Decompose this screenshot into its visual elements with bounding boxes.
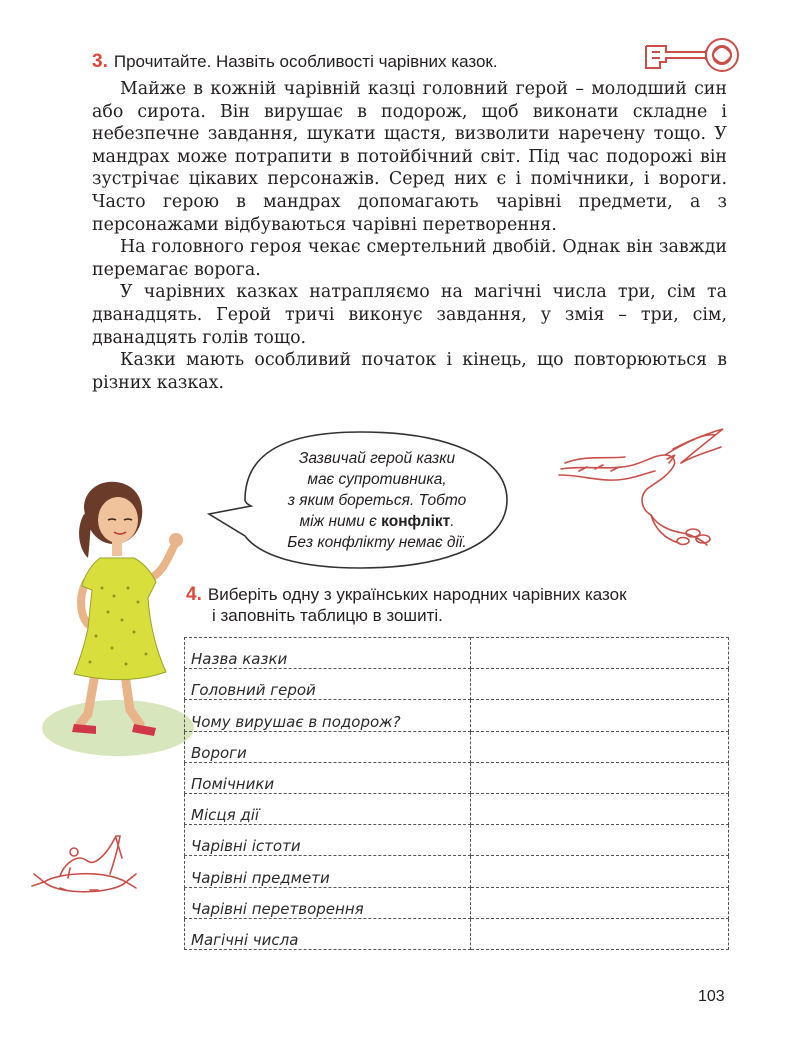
task3-number: 3. (92, 51, 108, 72)
table-row (185, 856, 729, 887)
bubble-line-4-tail: . (450, 513, 455, 530)
answer-cell (471, 856, 729, 887)
row-label: Місця дії (185, 793, 471, 824)
row-label: Чому вирушає в подорож? (185, 700, 471, 731)
answer-cell (471, 669, 729, 700)
task3-instruction: Прочитайте. Назвіть особливості чарівних казок. (113, 52, 498, 71)
paragraph-3: У чарівних казках натрапляємо на магічні числа три, сім та дванадцять. Герой тричі виконує завдання, у змія – три, сім, дванадцять голів тощо. (92, 282, 727, 348)
table-row (185, 638, 729, 669)
table-row (185, 731, 729, 762)
table-row (185, 918, 729, 949)
row-label: Чарівні істоти (185, 825, 471, 856)
answer-cell (471, 825, 729, 856)
key-icon (640, 36, 745, 78)
answer-cell (471, 700, 729, 731)
table-row (185, 887, 729, 918)
table-row (185, 700, 729, 731)
row-label: Магічні числа (185, 918, 471, 949)
task4-number: 4. (186, 584, 202, 605)
firebird-illustration (555, 425, 730, 550)
task4-heading (186, 584, 627, 626)
bubble-line-2: має супротивника, (307, 471, 447, 488)
paragraph-1: Майже в кожній чарівній казці головний герой – молодший син або сирота. Він вирушає в подорож, щоб виконати складне і небезпечне завдання, шукати щастя, визволити наречену тощо. У мандрах може потрапити в потойбічний світ. Під час подорожі він зустрічає цікавих персонажів. Серед них є і помічники, і вороги. Часто герою в мандрах допомагають чарівні предмети, а з персонажами відбуваються чарівні перетворення. (92, 79, 727, 235)
row-label: Чарівні перетворення (185, 887, 471, 918)
table-row (185, 793, 729, 824)
task4-instruction-line1: Виберіть одну з українських народних чарівних казок (207, 585, 627, 604)
girl-illustration (38, 478, 198, 763)
bubble-line-4 (262, 511, 492, 532)
row-label: Головний герой (185, 669, 471, 700)
row-label: Чарівні предмети (185, 856, 471, 887)
answer-cell (471, 762, 729, 793)
paragraph-4: Казки мають особливий початок і кінець, що повторюються в різних казках. (92, 350, 727, 393)
table-row (185, 762, 729, 793)
paragraph-2: На головного героя чекає смертельний двобій. Однак він завжди перемагає ворога. (92, 237, 727, 280)
row-label: Назва казки (185, 638, 471, 669)
speech-bubble-text (262, 448, 492, 553)
answer-cell (471, 731, 729, 762)
answer-cell (471, 918, 729, 949)
bubble-line-1: Зазвичай герой казки (298, 450, 456, 467)
bubble-line-4-text: між ними є (299, 513, 382, 530)
glass-slipper-pillow-illustration (30, 828, 140, 910)
answer-cell (471, 638, 729, 669)
task3-body (92, 78, 727, 394)
bubble-line-3: з яким бореться. Тобто (287, 492, 467, 509)
story-analysis-table (184, 637, 729, 950)
table-row (185, 669, 729, 700)
conflict-term: конфлікт (381, 513, 451, 530)
row-label: Помічники (185, 762, 471, 793)
page-number: 103 (698, 988, 725, 1005)
task3-heading (92, 51, 498, 72)
answer-cell (471, 887, 729, 918)
bubble-line-5: Без конфлікту немає дії. (287, 534, 467, 551)
table-row (185, 825, 729, 856)
answer-cell (471, 793, 729, 824)
task4-instruction-line2: і заповніть таблицю в зошиті. (212, 606, 443, 625)
row-label: Вороги (185, 731, 471, 762)
